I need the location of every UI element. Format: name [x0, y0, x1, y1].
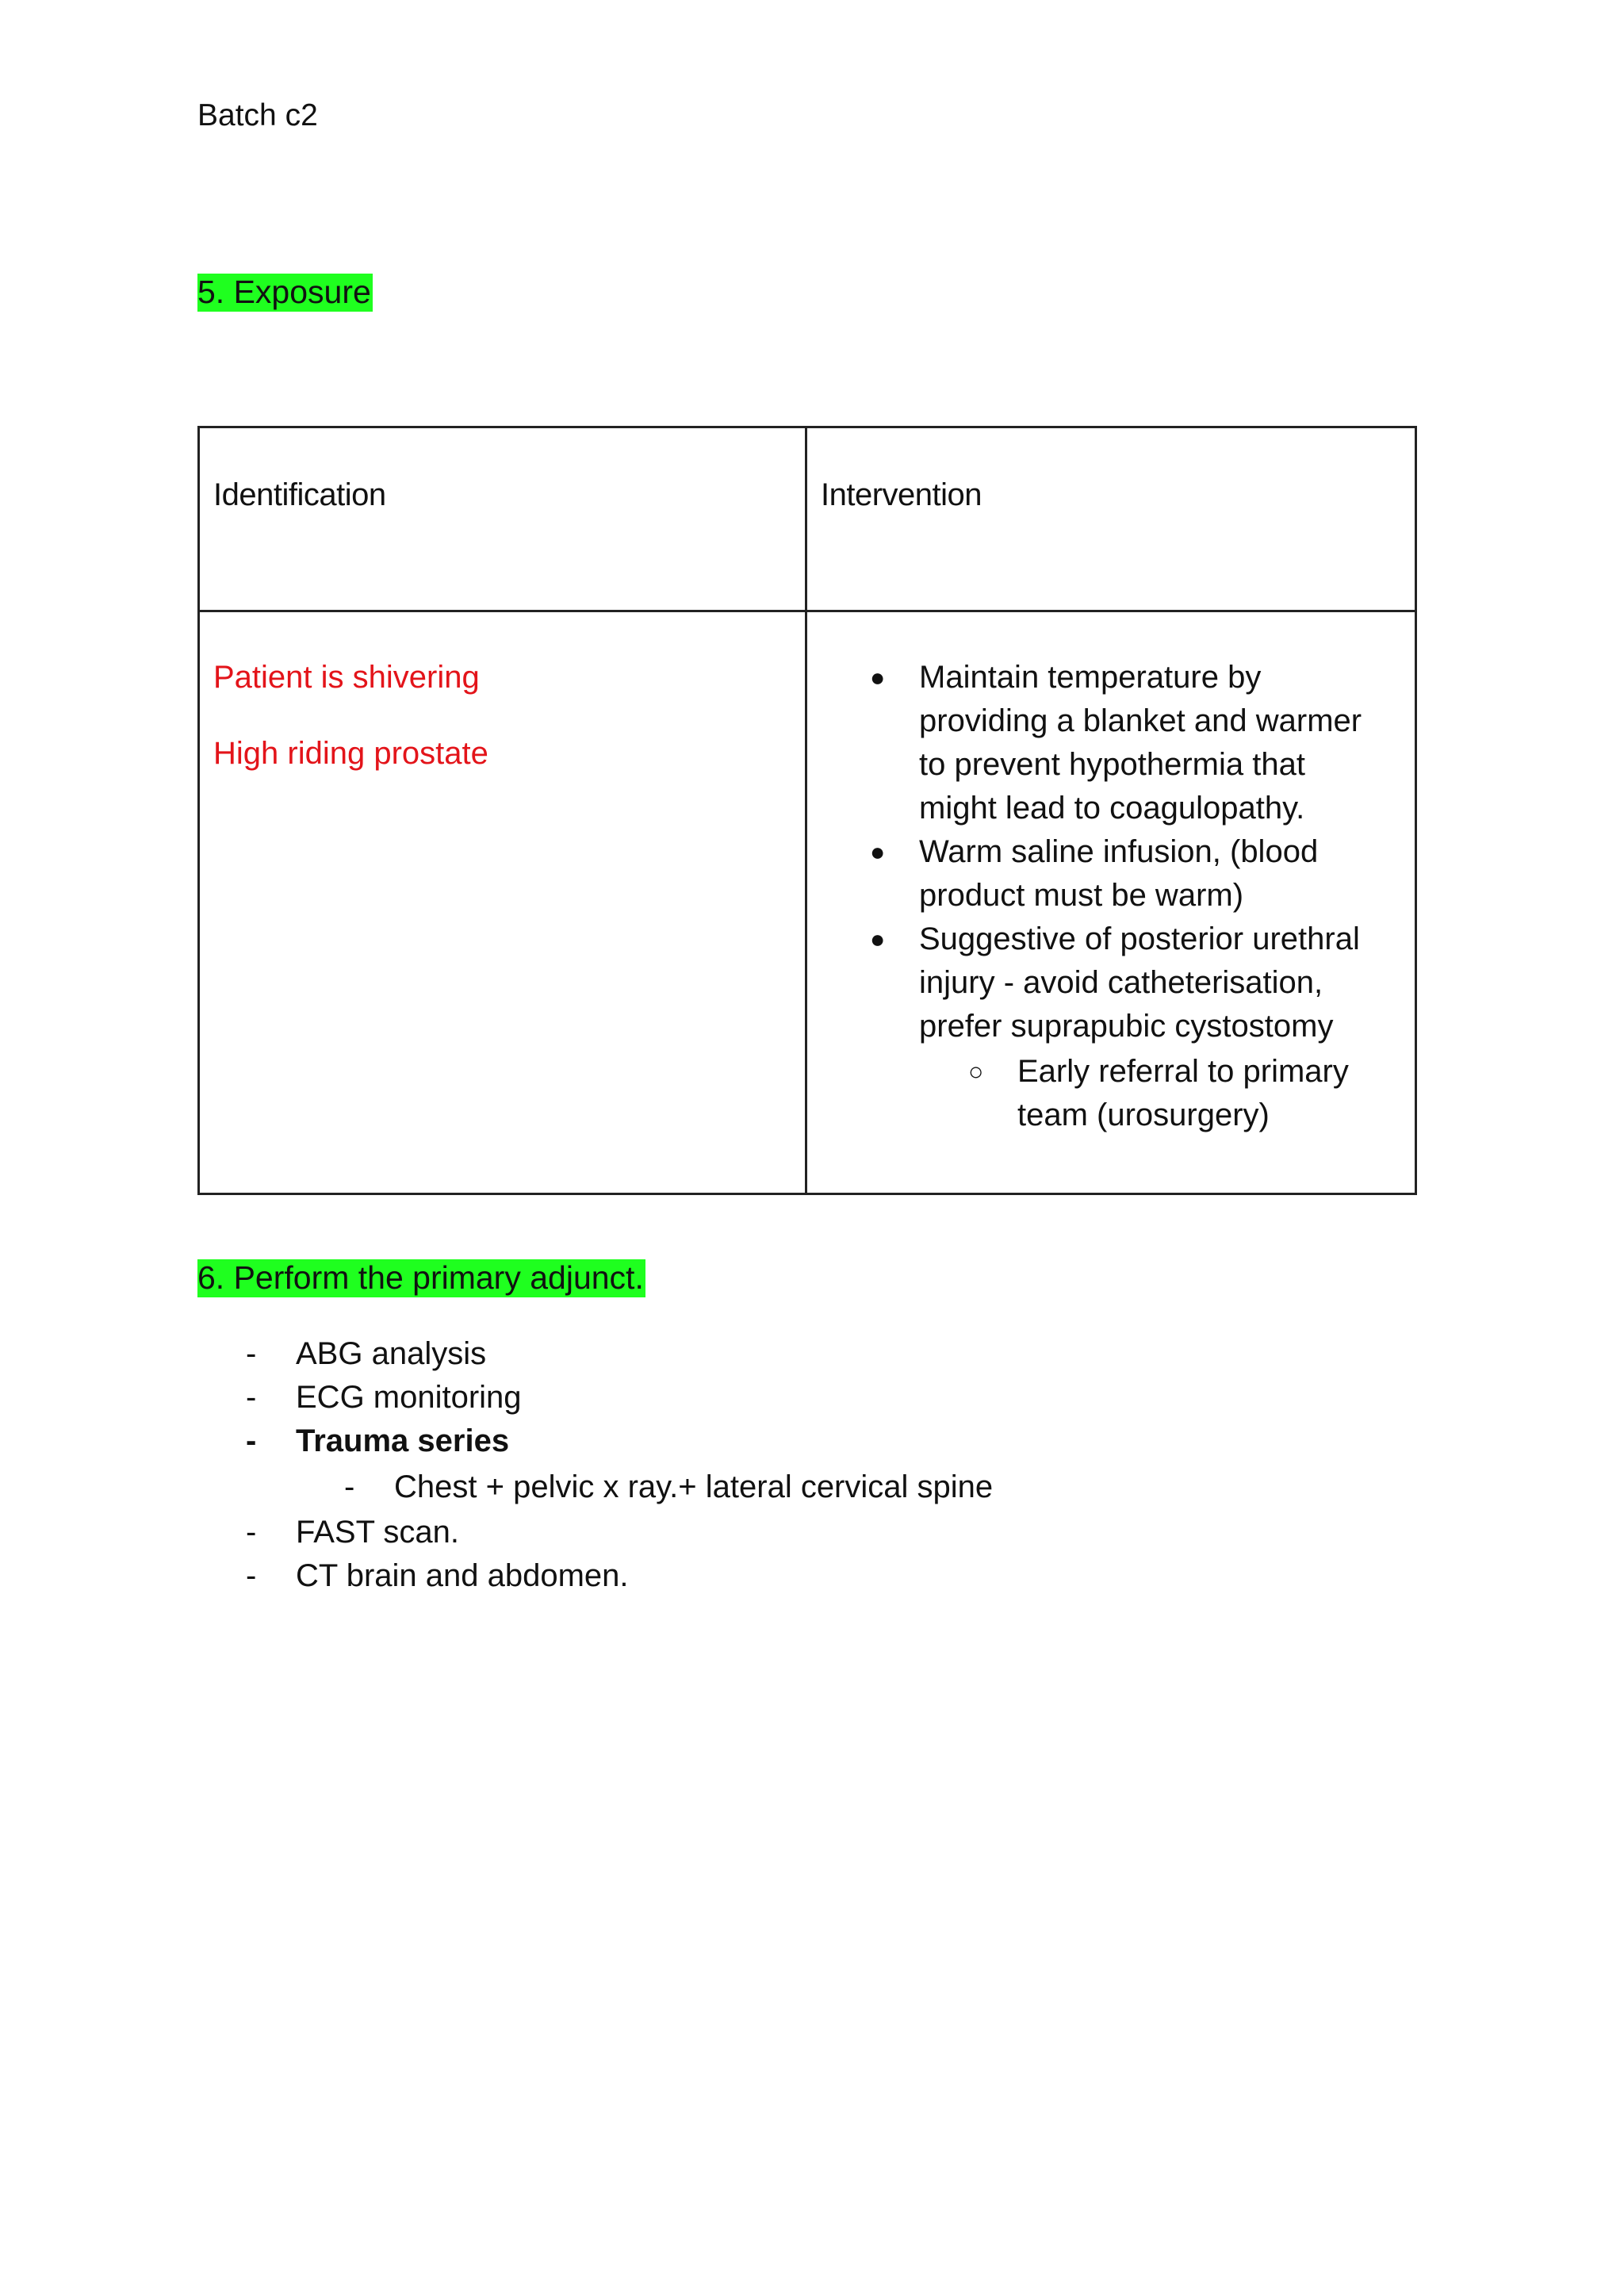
table-header-row — [199, 427, 1416, 611]
list-item-label: CT brain and abdomen. — [296, 1558, 629, 1593]
list-item-label: ECG monitoring — [296, 1380, 522, 1415]
intervention-line: Maintain temperature by — [919, 660, 1262, 695]
list-item-trauma-series — [197, 1420, 1387, 1509]
intervention-cell — [806, 611, 1416, 1194]
section-heading-exposure — [197, 272, 373, 312]
trauma-series-sub-list — [296, 1466, 1387, 1509]
column-header-identification-label: Identification — [213, 477, 386, 512]
section-heading-adjunct-text: 6. Perform the primary adjunct. — [197, 1259, 644, 1296]
dash-icon: - — [246, 1336, 257, 1371]
bullet-icon: ● — [870, 663, 886, 692]
section-heading-adjunct — [197, 1258, 645, 1297]
column-header-intervention-label: Intervention — [821, 477, 982, 512]
bullet-icon: ● — [870, 925, 886, 953]
column-header-identification — [199, 427, 806, 611]
intervention-line: Early referral to primary — [1017, 1054, 1349, 1089]
intervention-item-urethral-injury — [807, 918, 1399, 1137]
table-row — [199, 611, 1416, 1194]
intervention-line: to prevent hypothermia that — [919, 747, 1305, 782]
list-sub-item-label: Chest + pelvic x ray.+ lateral cervical spine — [394, 1469, 994, 1504]
dash-icon: - — [246, 1558, 257, 1593]
intervention-line: team (urosurgery) — [1017, 1098, 1270, 1132]
intervention-line: providing a blanket and warmer — [919, 703, 1362, 738]
list-item-label: FAST scan. — [296, 1515, 460, 1550]
dash-icon: - — [344, 1469, 355, 1504]
dash-icon: - — [246, 1515, 257, 1550]
list-sub-item-xray — [296, 1466, 1387, 1509]
intervention-line: Suggestive of posterior urethral — [919, 921, 1360, 956]
adjunct-list — [197, 1332, 1387, 1598]
intervention-list — [807, 656, 1399, 1137]
column-header-intervention — [806, 427, 1416, 611]
bullet-icon: ● — [870, 837, 886, 866]
intervention-line: Warm saline infusion, (blood — [919, 834, 1319, 869]
intervention-sub-item-referral — [919, 1050, 1399, 1137]
page-header: Batch c2 — [197, 98, 318, 132]
section-heading-exposure-text: 5. Exposure — [197, 274, 371, 310]
list-item-label: ABG analysis — [296, 1336, 487, 1371]
intervention-line: might lead to coagulopathy. — [919, 791, 1305, 826]
list-item-fast — [197, 1511, 1387, 1554]
intervention-line: prefer suprapubic cystostomy — [919, 1009, 1334, 1044]
list-item-label: Trauma series — [296, 1423, 510, 1458]
intervention-sub-list — [919, 1050, 1399, 1137]
exposure-table — [197, 426, 1417, 1195]
list-item-ct — [197, 1554, 1387, 1598]
intervention-item-temperature — [807, 656, 1399, 830]
finding-high-riding-prostate: High riding prostate — [213, 736, 488, 771]
dash-icon: - — [246, 1423, 257, 1458]
list-item-ecg — [197, 1376, 1387, 1420]
list-item-abg — [197, 1332, 1387, 1376]
hollow-bullet-icon: ○ — [968, 1057, 984, 1086]
intervention-line: product must be warm) — [919, 878, 1244, 913]
dash-icon: - — [246, 1380, 257, 1415]
identification-cell — [199, 611, 806, 1194]
intervention-item-warm-saline — [807, 830, 1399, 918]
intervention-line: injury - avoid catheterisation, — [919, 965, 1323, 1000]
finding-shivering: Patient is shivering — [213, 660, 480, 695]
